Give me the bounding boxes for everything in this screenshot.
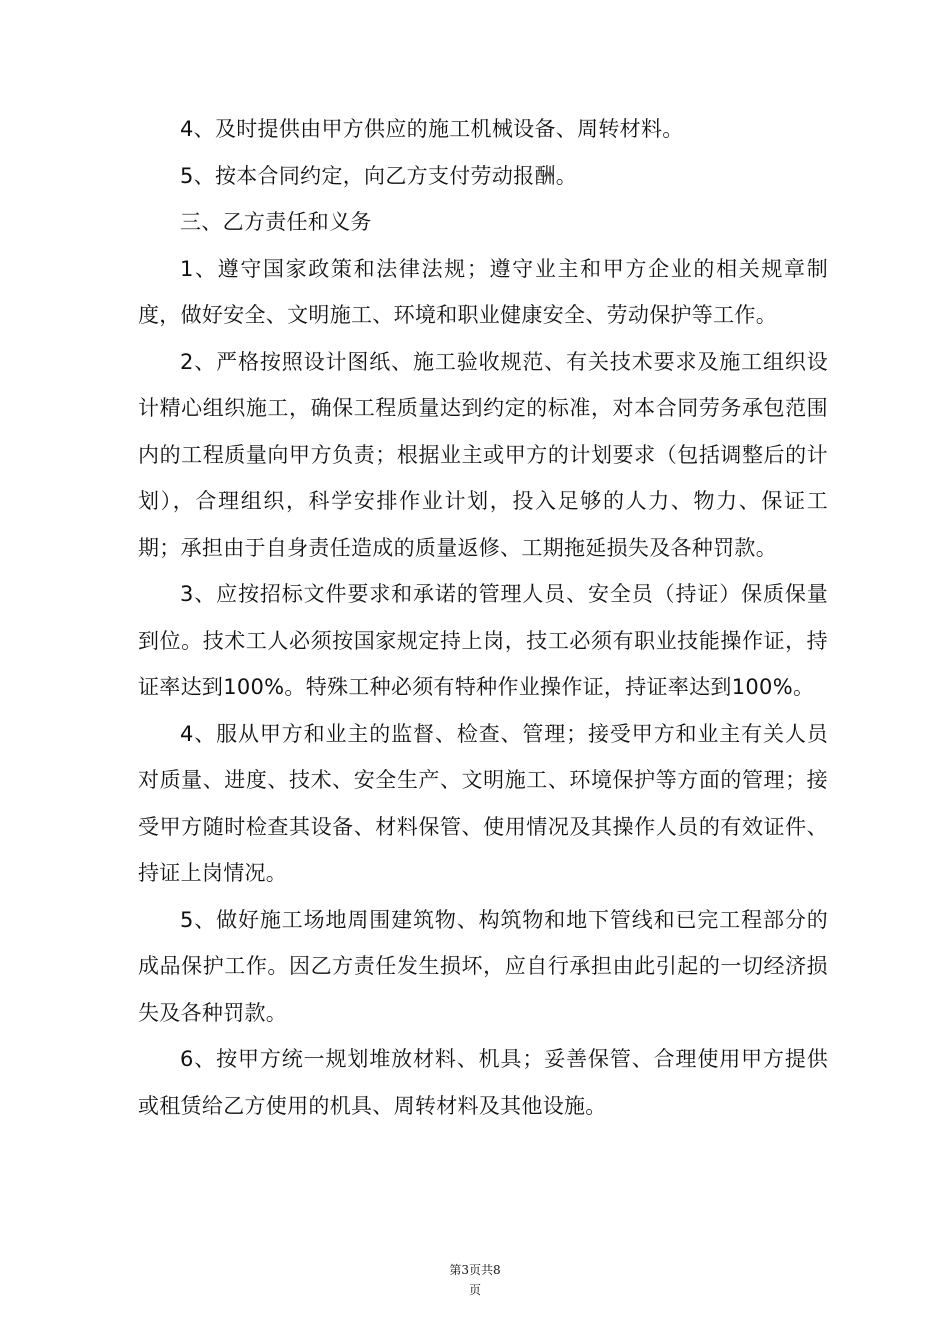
paragraph-site-protection: 5、做好施工场地周围建筑物、构筑物和地下管线和已完工程部分的成品保护工作。因乙方责任发生损坏，应自行承担由此引起的一切经济损失及各种罚款。 bbox=[138, 907, 828, 1025]
page-number-line-2: 页 bbox=[468, 1283, 481, 1297]
paragraph-staffing-certification: 3、应按招标文件要求和承诺的管理人员、安全员（持证）保质保量到位。技术工人必须按国家规定持上岗，技工必须有职业技能操作证，持证率达到100%。特殊工种必须有特种作业操作证，持证率达到100%。 bbox=[138, 582, 828, 699]
paragraph-pay-labor: 5、按本合同约定，向乙方支付劳动报酬。 bbox=[180, 163, 578, 188]
paragraph-supply-equipment: 4、及时提供由甲方供应的施工机械设备、周转材料。 bbox=[180, 117, 684, 141]
page-number-footer bbox=[0, 1260, 950, 1300]
paragraph-comply-laws: 1、遵守国家政策和法律法规；遵守业主和甲方企业的相关规章制度，做好安全、文明施工、环境和职业健康安全、劳动保护等工作。 bbox=[138, 256, 828, 327]
section-heading-party-b-duties: 三、乙方责任和义务 bbox=[180, 210, 372, 234]
paragraph-material-storage: 6、按甲方统一规划堆放材料、机具；妥善保管、合理使用甲方提供或租赁给乙方使用的机具、周转材料及其他设施。 bbox=[138, 1047, 828, 1118]
paragraph-construction-quality: 2、严格按照设计图纸、施工验收规范、有关技术要求及施工组织设计精心组织施工，确保工程质量达到约定的标准，对本合同劳务承包范围内的工程质量向甲方负责；根据业主或甲方的计划要求（包括调整后的计划），合理组织，科学安排作业计划，投入足够的人力、物力、保证工期；承担由于自身责任造成的质量返修、工期拖延损失及各种罚款。 bbox=[138, 349, 828, 560]
paragraph-supervision: 4、服从甲方和业主的监督、检查、管理；接受甲方和业主有关人员对质量、进度、技术、安全生产、文明施工、环境保护等方面的管理；接受甲方随时检查其设备、材料保管、使用情况及其操作人员的有效证件、持证上岗情况。 bbox=[138, 721, 828, 885]
page-number-line-1: 第3页共8 bbox=[449, 1263, 501, 1277]
document-body bbox=[138, 106, 828, 1129]
